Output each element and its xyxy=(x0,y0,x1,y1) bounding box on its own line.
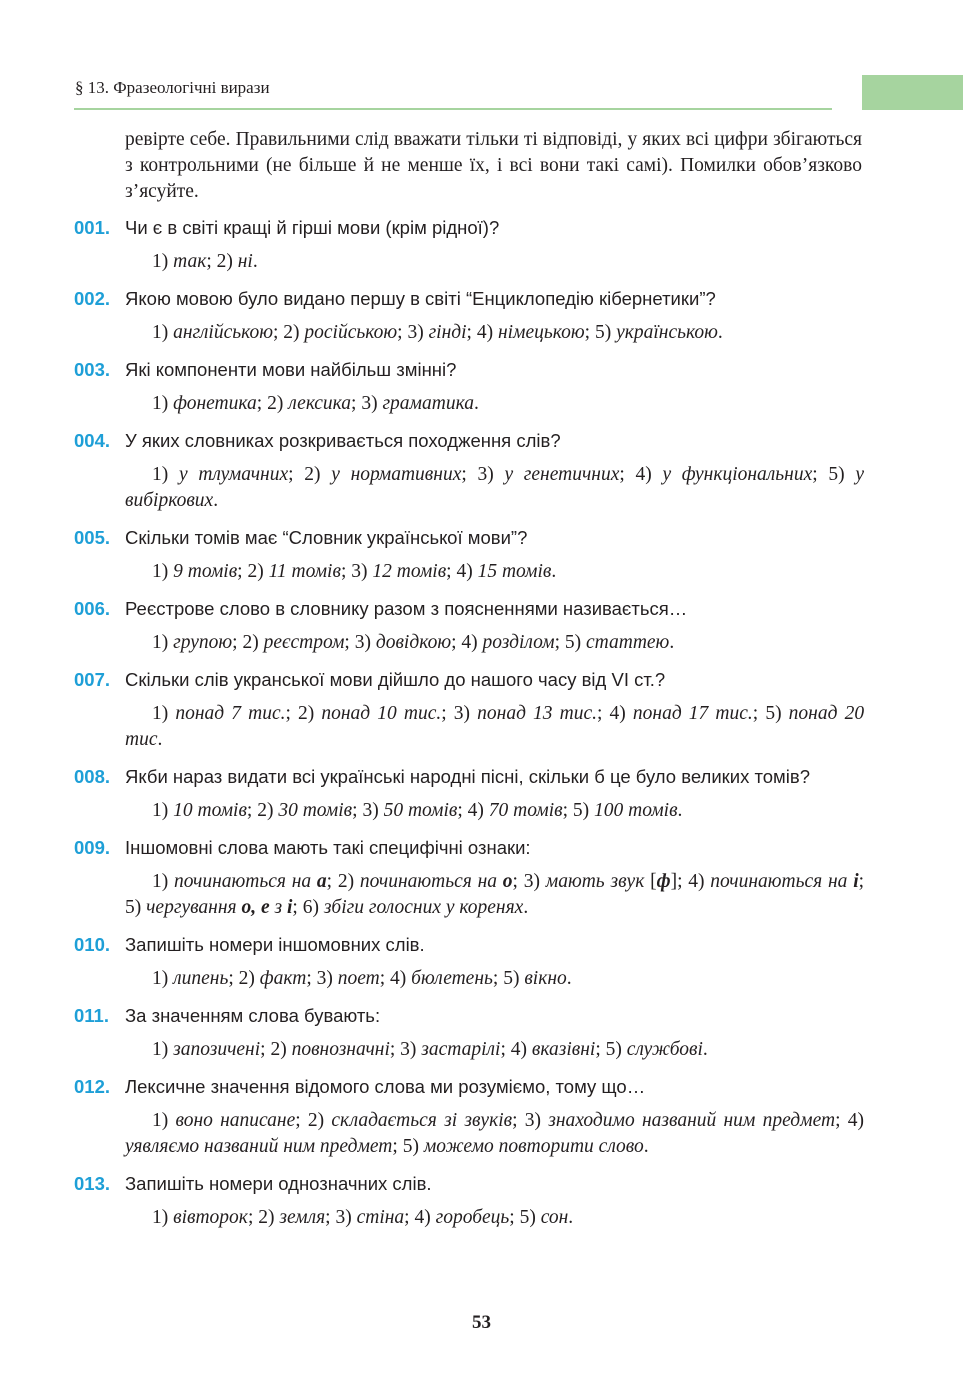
question-text: Скільки слів укранської мови дійшло до нашого часу від VI ст.? xyxy=(125,669,666,690)
question-009 xyxy=(74,837,864,921)
option-text: у нормативних xyxy=(331,464,462,485)
option-number: 4) xyxy=(390,968,412,989)
option-bracket: ] xyxy=(670,871,678,892)
option-number: 4) xyxy=(510,1039,532,1060)
option-text: реєстром xyxy=(263,632,345,653)
question-text: Лексичне значення відомого слова ми розуміємо, тому що… xyxy=(125,1076,646,1097)
answer-options: 1) 10 томів; 2) 30 томів; 3) 50 томів; 4) 70 томів; 5) 100 томів. xyxy=(152,800,683,821)
question-number: 008. xyxy=(74,766,111,787)
option-number: 1) xyxy=(152,561,174,582)
option-text: англійською xyxy=(173,322,273,343)
option-number: 1) xyxy=(152,464,179,485)
question-number: 010. xyxy=(74,934,111,955)
option-text: фонетика xyxy=(173,393,257,414)
option-number: 1) xyxy=(152,800,174,821)
option-text: розділом xyxy=(482,632,555,653)
question-text: За значенням слова бувають: xyxy=(125,1005,381,1026)
option-text: 15 томів xyxy=(477,561,552,582)
option-text: понад 17 тис. xyxy=(632,703,753,724)
question-number: 004. xyxy=(74,430,111,451)
answer-options: 1) у тлумачних; 2) у нормативних; 3) у генетичних; 4) у функціональних; 5) у вибіркових. xyxy=(125,464,864,511)
option-number: 4) xyxy=(635,464,663,485)
option-text: бюлетень xyxy=(411,968,493,989)
option-text: факт xyxy=(259,968,307,989)
option-text: понад 13 тис. xyxy=(477,703,598,724)
question-004 xyxy=(74,430,864,514)
option-text: вказівні xyxy=(531,1039,596,1060)
option-text: понад 7 тис. xyxy=(175,703,286,724)
option-number: 5) xyxy=(828,464,856,485)
option-text: 50 томів xyxy=(383,800,458,821)
option-text: сон xyxy=(540,1207,569,1228)
option-text: 11 томів xyxy=(268,561,341,582)
question-013 xyxy=(74,1173,864,1231)
option-letter: ф xyxy=(656,871,671,892)
option-number: 2) xyxy=(307,1110,332,1131)
option-number: 1) xyxy=(152,1110,176,1131)
option-text: починаються на xyxy=(359,871,503,892)
option-text: можемо повторити слово xyxy=(423,1136,644,1157)
answer-options: 1) групою; 2) реєстром; 3) довідкою; 4) розділом; 5) статтею. xyxy=(152,632,675,653)
option-text: так xyxy=(173,251,207,272)
option-number: 5) xyxy=(125,897,147,918)
answer-options: 1) воно написане; 2) складається зі звуків; 3) знаходимо названий ним предмет; 4) уявляємо названий ним предмет; 5) можемо повторити слово. xyxy=(125,1110,864,1157)
option-text: застарілі xyxy=(421,1039,501,1060)
option-text: вікно xyxy=(524,968,567,989)
answer-options: 1) запозичені; 2) повнозначні; 3) застарілі; 4) вказівні; 5) службові. xyxy=(152,1039,708,1060)
question-text: Якою мовою було видано першу в світі “Енциклопедію кібернетики”? xyxy=(125,288,716,309)
option-text: складається зі звуків xyxy=(331,1110,513,1131)
option-text: лексика xyxy=(288,393,352,414)
option-text: горобець xyxy=(435,1207,510,1228)
option-text: у вибіркових xyxy=(125,464,864,511)
option-number: 3) xyxy=(477,464,505,485)
option-number: 5) xyxy=(519,1207,541,1228)
option-text: у функціональних xyxy=(662,464,813,485)
question-number: 001. xyxy=(74,217,111,238)
answer-options: 1) липень; 2) факт; 3) поет; 4) бюлетень; 5) вікно. xyxy=(152,968,572,989)
header-color-tab xyxy=(862,75,963,110)
intro-paragraph: ревірте себе. Правильними слід вважати тільки ті відповіді, у яких всі цифри збігаються з контрольними (не більше й не менше їх, і всі вони такі самі). Помилки обов’язково з’ясуйте. xyxy=(125,129,862,202)
option-text: уявляємо названий ним предмет xyxy=(125,1136,393,1157)
option-text: запозичені xyxy=(173,1039,261,1060)
option-text: у генетичних xyxy=(504,464,620,485)
option-number: 4) xyxy=(414,1207,436,1228)
answer-options: 1) так; 2) ні. xyxy=(152,251,258,272)
question-010 xyxy=(74,934,864,992)
option-number: 2) xyxy=(216,251,238,272)
option-text: українською xyxy=(616,322,718,343)
option-number: 2) xyxy=(298,703,322,724)
option-text: збіги голосних у коренях xyxy=(323,897,524,918)
question-text: Чи є в світі кращі й гірші мови (крім рідної)? xyxy=(125,217,500,238)
question-006 xyxy=(74,598,864,656)
option-number: 4) xyxy=(456,561,478,582)
option-number: 3) xyxy=(523,871,546,892)
question-012 xyxy=(74,1076,864,1160)
option-text: 9 томів xyxy=(173,561,238,582)
option-number: 4) xyxy=(461,632,483,653)
running-header-title: § 13. Фразеологічні вирази xyxy=(75,78,270,97)
option-text: починаються на xyxy=(710,871,854,892)
question-007 xyxy=(74,669,864,753)
option-letter: і xyxy=(286,897,293,918)
question-number: 003. xyxy=(74,359,111,380)
option-number: 4) xyxy=(688,871,711,892)
option-number: 2) xyxy=(258,1207,280,1228)
question-005 xyxy=(74,527,864,585)
option-number: 3) xyxy=(335,1207,357,1228)
page-number: 53 xyxy=(472,1312,491,1333)
question-number: 007. xyxy=(74,669,111,690)
option-text: службові xyxy=(626,1039,703,1060)
option-number: 1) xyxy=(152,322,174,343)
question-number: 012. xyxy=(74,1076,111,1097)
question-text: Запишіть номери іншомовних слів. xyxy=(125,934,425,955)
option-letter: о xyxy=(502,871,513,892)
question-002 xyxy=(74,288,864,346)
option-number: 1) xyxy=(152,1207,174,1228)
option-text: стіна xyxy=(356,1207,405,1228)
option-number: 5) xyxy=(605,1039,627,1060)
question-001 xyxy=(74,217,864,275)
option-number: 4) xyxy=(467,800,489,821)
question-text: Іншомовні слова мають такі специфічні ознаки: xyxy=(125,837,531,858)
question-text: У яких словниках розкривається походження слів? xyxy=(125,430,561,451)
option-text: довідкою xyxy=(375,632,452,653)
option-number: 1) xyxy=(152,1039,174,1060)
option-number: 5) xyxy=(594,322,617,343)
option-number: 6) xyxy=(302,897,324,918)
question-text: Реєстрове слово в словнику разом з поясненнями називається… xyxy=(125,598,688,619)
answer-options: 1) вівторок; 2) земля; 3) стіна; 4) горобець; 5) сон. xyxy=(152,1207,574,1228)
option-number: 3) xyxy=(362,800,384,821)
answer-options: 1) понад 7 тис.; 2) понад 10 тис.; 3) понад 13 тис.; 4) понад 17 тис.; 5) понад 20 тис. xyxy=(125,703,865,750)
option-text: понад 20 тис xyxy=(125,703,865,750)
option-text: російською xyxy=(304,322,398,343)
option-number: 1) xyxy=(152,251,174,272)
question-011 xyxy=(74,1005,864,1063)
option-text: 70 томів xyxy=(488,800,563,821)
answer-options: 1) фонетика; 2) лексика; 3) граматика. xyxy=(152,393,479,414)
option-text: починаються на xyxy=(174,871,317,892)
option-text: земля xyxy=(279,1207,326,1228)
option-number: 3) xyxy=(524,1110,549,1131)
option-text: у тлумачних xyxy=(178,464,289,485)
option-number: 4) xyxy=(847,1110,864,1131)
header-rule xyxy=(74,108,832,110)
option-text: гінді xyxy=(428,322,467,343)
option-number: 3) xyxy=(361,393,383,414)
option-text: 10 томів xyxy=(173,800,247,821)
option-text: німецькою xyxy=(497,322,585,343)
question-number: 009. xyxy=(74,837,111,858)
option-number: 1) xyxy=(152,871,175,892)
option-number: 1) xyxy=(152,703,176,724)
option-number: 3) xyxy=(407,322,429,343)
question-008 xyxy=(74,766,864,824)
question-list xyxy=(74,217,864,1244)
option-text: вівторок xyxy=(173,1207,248,1228)
question-003 xyxy=(74,359,864,417)
option-text: групою xyxy=(173,632,233,653)
option-number: 3) xyxy=(400,1039,422,1060)
option-number: 4) xyxy=(609,703,633,724)
option-number: 5) xyxy=(503,968,525,989)
option-number: 5) xyxy=(572,800,594,821)
option-text: понад 10 тис. xyxy=(321,703,442,724)
option-number: 5) xyxy=(765,703,789,724)
question-number: 005. xyxy=(74,527,111,548)
answer-options: 1) англійською; 2) російською; 3) гінді; 4) німецькою; 5) українською. xyxy=(152,322,723,343)
question-number: 013. xyxy=(74,1173,111,1194)
option-number: 1) xyxy=(152,632,174,653)
question-text: Скільки томів має “Словник українськoї мови”? xyxy=(125,527,528,548)
option-number: 2) xyxy=(238,968,260,989)
option-number: 2) xyxy=(304,464,332,485)
question-number: 006. xyxy=(74,598,111,619)
option-number: 1) xyxy=(152,393,174,414)
option-number: 2) xyxy=(283,322,305,343)
question-text: Якби нараз видати всі українські народні пісні, скільки б це було великих томів? xyxy=(125,766,810,787)
option-number: 3) xyxy=(316,968,338,989)
option-number: 4) xyxy=(476,322,498,343)
option-number: 5) xyxy=(564,632,587,653)
question-text: Які компоненти мови найбільш змінні? xyxy=(125,359,457,380)
option-text: поет xyxy=(337,968,380,989)
option-number: 5) xyxy=(402,1136,424,1157)
option-number: 3) xyxy=(453,703,478,724)
question-number: 002. xyxy=(74,288,111,309)
option-letter: а xyxy=(316,871,327,892)
option-text: ні xyxy=(237,251,253,272)
option-number: 2) xyxy=(247,561,269,582)
option-number: 3) xyxy=(354,632,376,653)
question-number: 011. xyxy=(74,1005,109,1026)
answer-options: 1) починаються на а; 2) починаються на о; 3) мають звук [ф]; 4) починаються на і; 5) чергування о, е з і; 6) збіги голосних у коренях. xyxy=(125,871,865,918)
option-text: граматика xyxy=(382,393,474,414)
option-text: статтею xyxy=(586,632,670,653)
option-letter: о xyxy=(241,897,252,918)
option-text: мають звук xyxy=(545,871,651,892)
option-letter: , е xyxy=(251,897,270,918)
option-number: 3) xyxy=(351,561,373,582)
question-text: Запишіть номери однозначних слів. xyxy=(125,1173,432,1194)
option-letter: і xyxy=(853,871,859,892)
option-text: 100 томів xyxy=(594,800,678,821)
option-number: 2) xyxy=(270,1039,292,1060)
option-number: 1) xyxy=(152,968,174,989)
option-text: липень xyxy=(173,968,229,989)
answer-options: 1) 9 томів; 2) 11 томів; 3) 12 томів; 4) 15 томів. xyxy=(152,561,557,582)
option-number: 2) xyxy=(242,632,264,653)
option-text: з xyxy=(269,897,287,918)
option-number: 2) xyxy=(257,800,279,821)
option-bracket: [ xyxy=(650,871,657,892)
option-text: воно написане xyxy=(175,1110,296,1131)
option-text: 30 томів xyxy=(278,800,353,821)
option-text: знаходимо названий ним предмет xyxy=(548,1110,836,1131)
option-text: 12 томів xyxy=(372,561,447,582)
option-text: повнозначні xyxy=(291,1039,390,1060)
option-number: 2) xyxy=(267,393,289,414)
option-number: 2) xyxy=(337,871,360,892)
option-text: чергування xyxy=(146,897,242,918)
